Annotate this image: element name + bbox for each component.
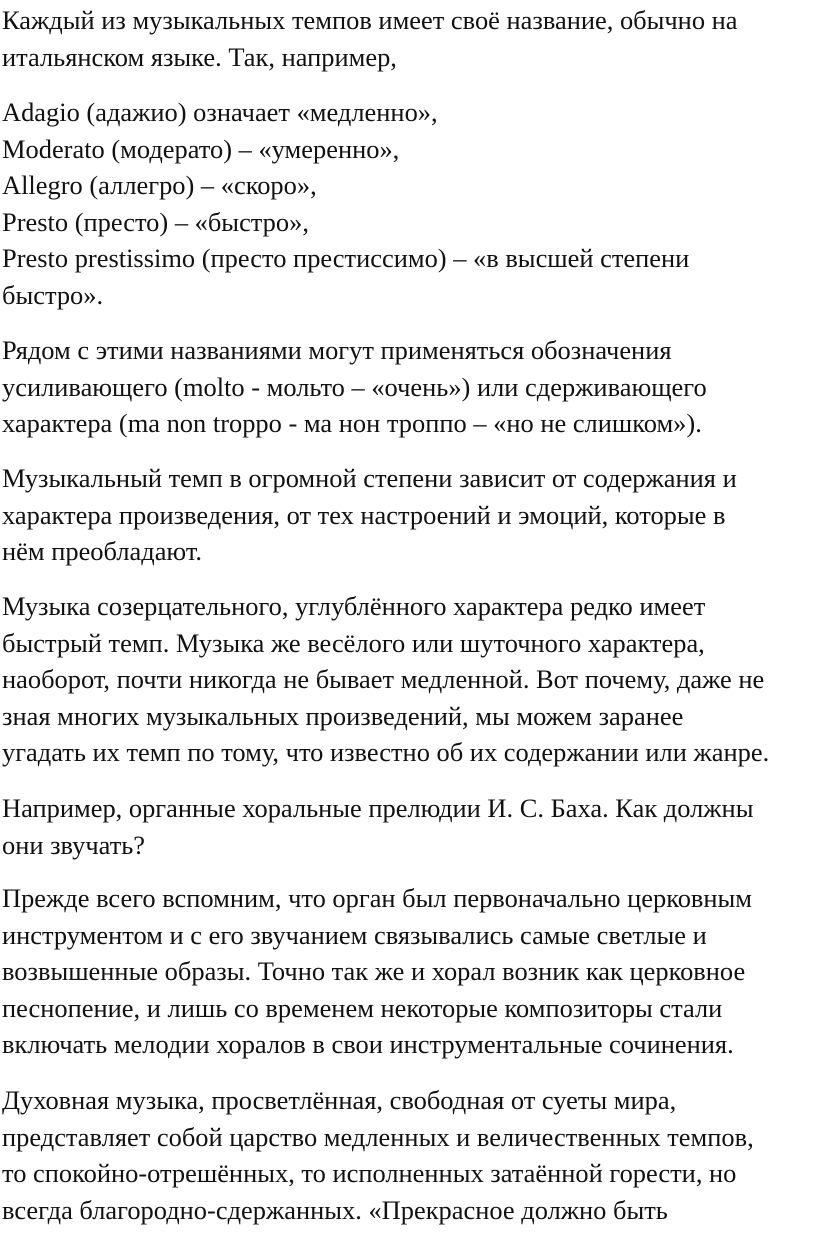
text-line: наоборот, почти никогда не бывает медленной. Вот почему, даже не [2, 664, 765, 694]
text-line: возвышенные образы. Точно так же и хорал возник как церковное [2, 956, 746, 986]
text-line: Presto (престо) – «быстро», [2, 206, 309, 237]
text-line: инструментом и с его звучанием связывались самые светлые и [2, 919, 707, 950]
text-line: песнопение, и лишь со временем некоторые композиторы стали [2, 992, 723, 1023]
text-line: Например, органные хоральные прелюдии И. С. Баха. Как должны [2, 793, 754, 823]
text-line: Adagio (адажио) означает «медленно», [2, 97, 438, 127]
paragraph-sacred-music [2, 1082, 816, 1228]
text-line: нём преобладают. [2, 536, 202, 566]
text-line: Moderato (модерато) – «умеренно», [2, 133, 400, 164]
text-line: Прежде всего вспомним, что орган был первоначально церковным [2, 883, 753, 913]
text-line: усиливающего (molto - мольто – «очень») или сдерживающего [2, 371, 707, 402]
text-line: Рядом с этими названиями могут применяться обозначения [2, 335, 672, 365]
text-line: они звучать? [2, 829, 146, 860]
paragraph-character [2, 588, 816, 771]
text-line: угадать их темп по тому, что известно об их содержании или жанре. [2, 737, 770, 767]
text-line: итальянском языке. Так, например, [2, 41, 397, 72]
text-line: характера произведения, от тех настроений и эмоций, которые в [2, 499, 726, 530]
paragraph-tempo-names-intro [2, 2, 816, 75]
paragraph-tempo-list [2, 94, 816, 313]
paragraph-bach-example [2, 790, 816, 863]
text-line: то спокойно-отрешённых, то исполненных затаённой горести, но [2, 1158, 737, 1188]
text-line: всегда благородно-сдержанных. «Прекрасное должно быть [2, 1194, 668, 1225]
text-line: зная многих музыкальных произведений, мы можем заранее [2, 700, 684, 731]
text-line: Каждый из музыкальных темпов имеет своё название, обычно на [2, 5, 738, 35]
paragraph-modifiers [2, 332, 816, 442]
paragraph-organ [2, 880, 816, 1063]
text-line: Духовная музыка, просветлённая, свободная от суеты мира, [2, 1085, 677, 1115]
text-line: Музыка созерцательного, углублённого характера редко имеет [2, 591, 706, 621]
paragraph-tempo-content [2, 460, 816, 570]
text-line: Presto prestissimo (престо престиссимо) – «в высшей степени [2, 243, 690, 273]
text-line: представляет собой царство медленных и величественных темпов, [2, 1121, 754, 1152]
text-line: включать мелодии хоралов в свои инструментальные сочинения. [2, 1029, 734, 1059]
text-line: Музыкальный темп в огромной степени зависит от содержания и [2, 463, 737, 493]
text-line: характера (ma non troppo - ма нон троппо – «но не слишком»). [2, 408, 702, 438]
text-line: Allegro (аллегро) – «скоро», [2, 170, 317, 200]
text-line: быстрый темп. Музыка же весёлого или шуточного характера, [2, 627, 705, 658]
text-line: быстро». [2, 279, 104, 310]
